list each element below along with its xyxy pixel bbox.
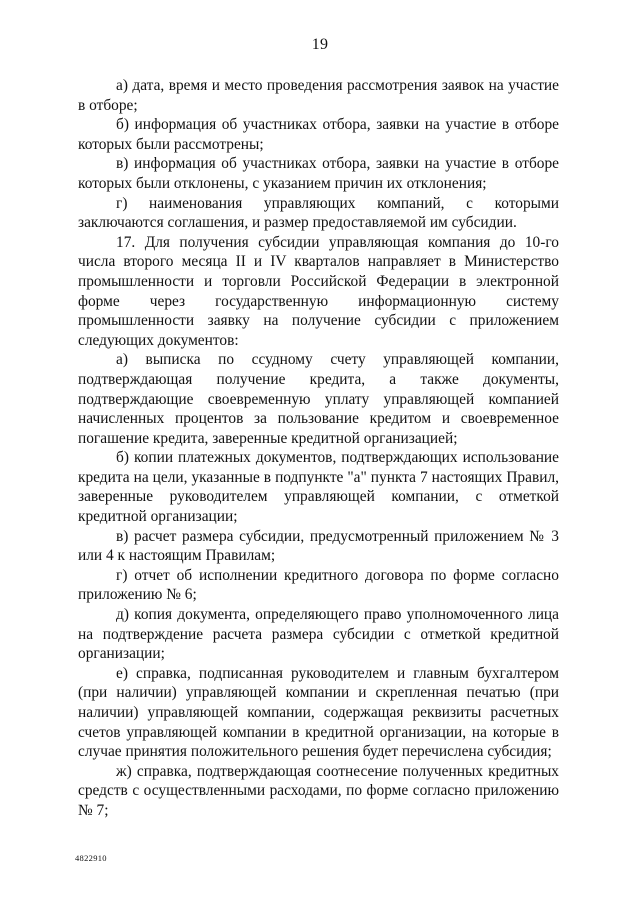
footer-document-code: 4822910 bbox=[75, 853, 107, 863]
paragraph-a-loan-account-statement: а) выписка по ссудному счету управляющей компании, подтверждающая получение кредита, а также документы, подтверждающие своевременную уплату управляющей компанией начисленных процентов за пользование кредитом и своевременное погашение кредита, заверенные кредитной организацией; bbox=[78, 351, 559, 447]
paragraph-g-management-companies: г) наименования управляющих компаний, с которыми заключаются соглашения, и размер предоставляемой им субсидии. bbox=[78, 194, 559, 232]
paragraph-zh-expenses-certificate: ж) справка, подтверждающая соотнесение полученных кредитных средств с осуществленными расходами, по форме согласно приложению № 7; bbox=[78, 762, 559, 819]
paragraph-b-payment-documents: б) копии платежных документов, подтверждающих использование кредита на цели, указанные в подпункте "а" пункта 7 настоящих Правил, заверенные руководителем управляющей компании, с отметкой кредитной организации; bbox=[78, 449, 559, 526]
paragraph-a-review-date: а) дата, время и место проведения рассмотрения заявок на участие в отборе; bbox=[78, 77, 559, 114]
paragraph-d-authority-document: д) копия документа, определяющего право уполномоченного лица на подтверждение расчета размера субсидии с отметкой кредитной организации; bbox=[78, 606, 559, 663]
paragraph-17-subsidy-application: 17. Для получения субсидии управляющая компания до 10-го числа второго месяца II и IV кварталов направляет в Министерство промышленности и торговли Российской Федерации в электронной форме через государственную информационную систему промышленности заявку на получение субсидии с приложением следующих документов: bbox=[78, 233, 559, 349]
paragraph-v-subsidy-calculation: в) расчет размера субсидии, предусмотренный приложением № 3 или 4 к настоящим Правилам; bbox=[78, 527, 559, 565]
paragraph-v-rejected-participants: в) информация об участниках отбора, заявки на участие в отборе которых были отклонены, с указанием причин их отклонения; bbox=[78, 155, 559, 192]
document-body bbox=[78, 76, 559, 821]
paragraph-b-reviewed-participants: б) информация об участниках отбора, заявки на участие в отборе которых были рассмотрены; bbox=[78, 116, 559, 153]
paragraph-e-bank-details-certificate: е) справка, подписанная руководителем и главным бухгалтером (при наличии) управляющей компании и скрепленная печатью (при наличии) управляющей компании, содержащая реквизиты расчетных счетов управляющей компании в кредитной организации, на которые в случае принятия положительного решения будет перечислена субсидия; bbox=[78, 664, 559, 761]
paragraph-g-loan-report: г) отчет об исполнении кредитного договора по форме согласно приложению № 6; bbox=[78, 566, 559, 604]
page-number: 19 bbox=[311, 36, 329, 53]
